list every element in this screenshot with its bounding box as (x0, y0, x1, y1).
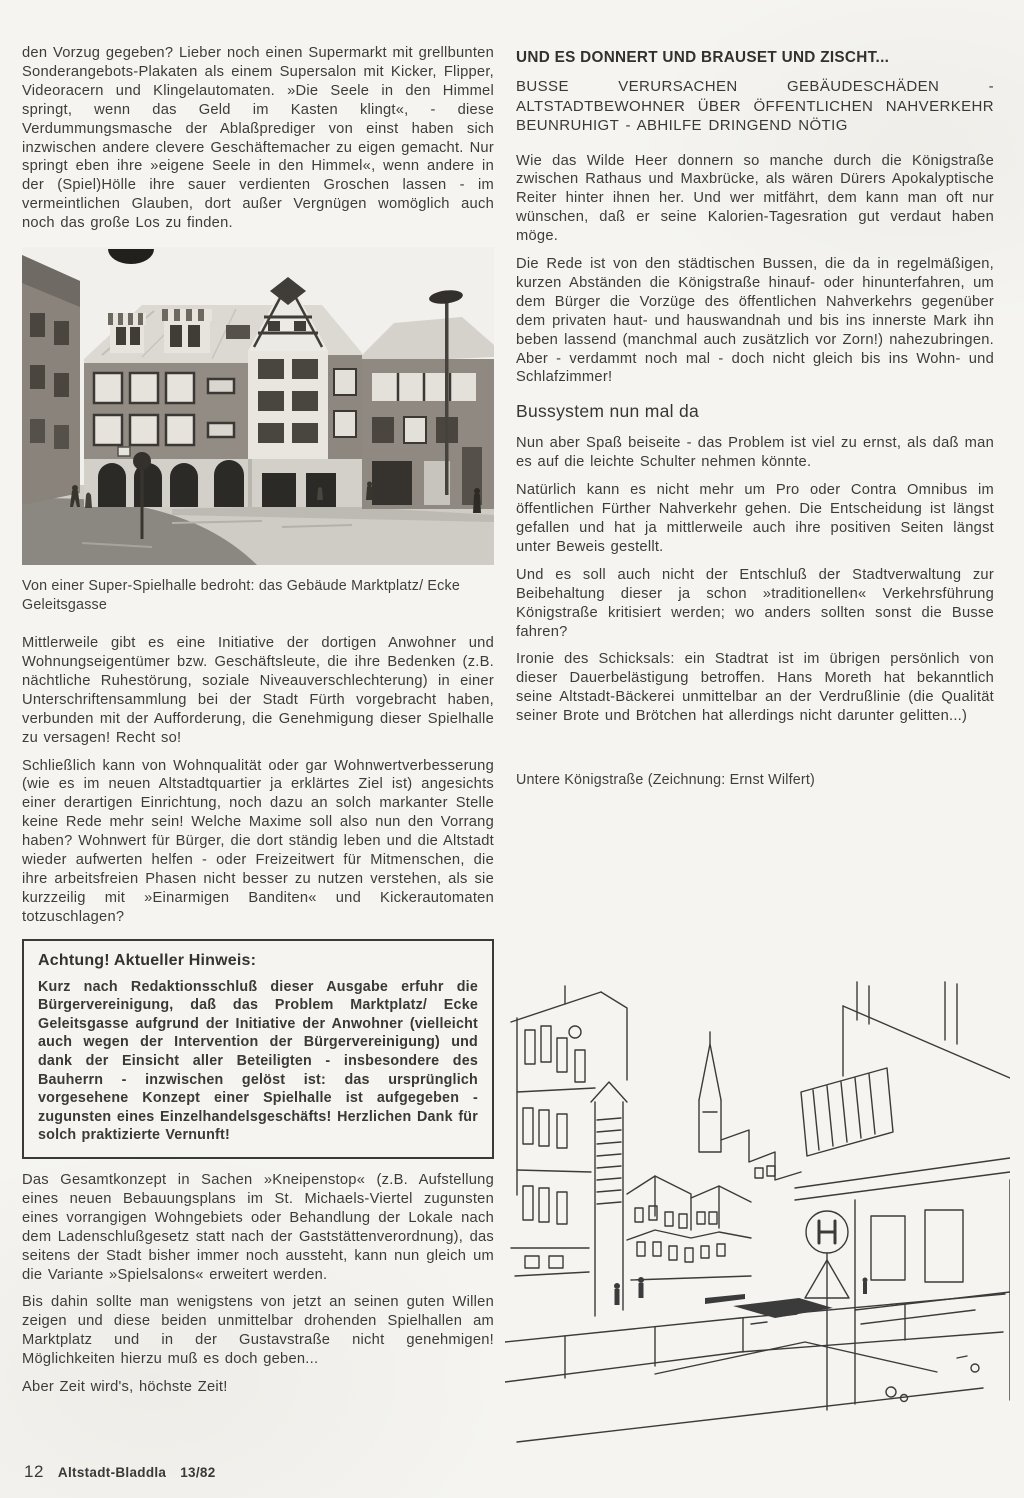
section-subheading: Bussystem nun mal da (516, 401, 700, 422)
article-paragraph: Nun aber Spaß beiseite - das Problem ist viel zu ernst, als daß man es auf die leichte Schulter nehmen könnte. (516, 435, 994, 471)
article-subheadline: BUSSE VERURSACHEN GEBÄUDESCHÄDEN - ALTSTADTBEWOHNER ÜBER ÖFFENTLICHEN NAHVERKEHR BEUNRUHIGT - ABHILFE DRINGEND NÖTIG (516, 78, 994, 134)
article-paragraph: Mittlerweile gibt es eine Initiative der dortigen Anwohner und Wohnungseigentümer bzw. Geschäftsleute, die ihre Bedenken (z.B. nächtliche Ruhestörung, soziale Niveauverschlechterung) in einer Unterschriftensammlung bei der Stadt Fürth vorgebracht haben, verbunden mit der Aufforderung, die Genehmigung dieser Spielhalle zu versagen! Recht so! (22, 635, 494, 746)
article-paragraph: Schließlich kann von Wohnqualität oder gar Wohnwertverbesserung (wie es im neuen Altstadtquartier ja erklärtes Ziel ist) angesichts einer derartigen Einrichtung, noch dazu an solch markanter Stelle keine Rede mehr sein! Welche Maxime soll also nun den Vorrang haben? Wohnwert für Bürger, die dort ständig leben und die Altstadt wieder aufwerten helfen - oder Freizeitwert für Mitmenschen, die ihre arbeitsfreien Phasen nicht besser zu nutzen verstehen, als sie kurzzeilig mit »Einarmigen Banditen« und Kickerautomaten totzuschlagen? (22, 757, 494, 925)
drawing-caption: Untere Königstraße (Zeichnung: Ernst Wilfert) (516, 772, 816, 789)
issue-number: 13/82 (180, 1465, 216, 1480)
page-footer (24, 1462, 216, 1482)
article-paragraph: Das Gesamtkonzept in Sachen »Kneipenstop« (z.B. Aufstellung eines neuen Bebauungsplans im St. Michaels-Viertel zugunsten eines vorrangigen Wohngebiets oder Behandlung der Lokale nach dem Ladenschlußgesetz statt nach der Gaststättenverordnung), das seitens der Stadt bisher immer noch aussteht, kann nun gleich um die Variante »Spielsalons« erweitert werden. (22, 1172, 494, 1283)
article-paragraph: den Vorzug gegeben? Lieber noch einen Supermarkt mit grellbunten Sonderangebots-Plakaten als einem Supersalon mit Kicker, Flipper, Videoracern und Klingelautomaten. »Die Seele in den Himmel springt, wenn das Geld im Kasten klingt«, - diese Verdummungsmasche der Ablaßprediger von einst haben sich inzwischen andere clevere Geschäftemacher zu eigen gemacht. Nur springt eben ihre »eigene Seele in den Himmel«, wenn andere in der (Spiel)Hölle ihre sauer verdienten Groschen lassen - im vermeintlichen Glauben, dort außer Vergnügen womöglich auch noch das große Los zu finden. (22, 45, 494, 232)
street-sketch-drawing (505, 980, 1010, 1462)
notice-box-body: Kurz nach Redaktionsschluß dieser Ausgabe erfuhr die Bürgervereinigung, daß das Problem Marktplatz/ Ecke Geleitsgasse aufgrund der Initiative der Anwohner (vielleicht auch wegen der Intervention der Bürgervereinigung) und dank der Einsicht aller Beteiligten - insbesondere des Bauherrn - inzwischen gelöst ist: das ursprünglich vorgesehene Konzept einer Spielhalle ist aufgegeben - zugunsten eines Einzelhandelsgeschäfts! Herzlichen Dank für solch praktizierte Vernunft! (38, 978, 478, 1144)
article-paragraph: Wie das Wilde Heer donnern so manche durch die Königstraße zwischen Rathaus und Maxbrücke, als wären Dürers Apokalyptische Reiter hinter ihnen her. Und wer mitfährt, dem kann man oft nur wünschen, daß er seine Kalorien-Tagesration gut verdaut haben möge. (516, 152, 994, 245)
article-paragraph: Ironie des Schicksals: ein Stadtrat ist im übrigen persönlich von dieser Dauerbelästigung betroffen. Hans Moreth hat bekanntlich seine Altstadt-Bäckerei unmittelbar an der Verdrußlinie (die Qualität seiner Brote und Brötchen hat allerdings nicht darunter gelitten...) (516, 651, 994, 725)
photo-caption: Von einer Super-Spielhalle bedroht: das Gebäude Marktplatz/ Ecke Geleitsgasse (22, 578, 460, 613)
article-paragraph: Die Rede ist von den städtischen Bussen, die da in regelmäßigen, kurzen Abständen die Königstraße hinauf- oder hinunterfahren, um dem Bürger die Vorzüge des öffentlichen Nahverkehrs gegenüber dem privaten haut- und hauswandnah und bis ins innerste Mark ihn beben lassend (manchmal auch zusätzlich vor Zorn!) nahezubringen. Aber - verdammt noch mal - doch nicht gleich bis ins Wohn- und Schlafzimmer! (516, 256, 994, 386)
article-paragraph: Aber Zeit wird's, höchste Zeit! (22, 1379, 228, 1396)
street-sketch-illustration (505, 980, 1010, 1462)
publication-name: Altstadt-Bladdla (57, 1465, 167, 1480)
article-headline: UND ES DONNERT UND BRAUSET UND ZISCHT... (516, 49, 890, 66)
left-column (22, 44, 494, 1406)
marktplatz-photo (22, 247, 494, 565)
building-photo-illustration (22, 247, 494, 565)
article-paragraph: Und es soll auch nicht der Entschluß der Stadtverwaltung zur Beibehaltung dieser ja schon »traditionellen« Verkehrsführung Königstraße kritisiert werden; wo anders sollten sonst die Busse fahren? (516, 566, 994, 640)
article-paragraph: Natürlich kann es nicht mehr um Pro oder Contra Omnibus im öffentlichen Fürther Nahverkehr gehen. Die Entscheidung ist längst gefallen und hat ja mittlerweile auch ihre positiven Seiten längst unter Beweis gestellt. (516, 482, 994, 555)
notice-box-title: Achtung! Aktueller Hinweis: (38, 951, 257, 969)
article-paragraph: Bis dahin sollte man wenigstens von jetzt an seinen guten Willen zeigen und diese beiden unmittelbar drohenden Spielhallen am Marktplatz und in der Gustavstraße nicht genehmigen! Möglichkeiten hierzu muß es doch geben... (22, 1294, 494, 1368)
notice-box (22, 939, 494, 1159)
page-number: 12 (24, 1462, 44, 1481)
